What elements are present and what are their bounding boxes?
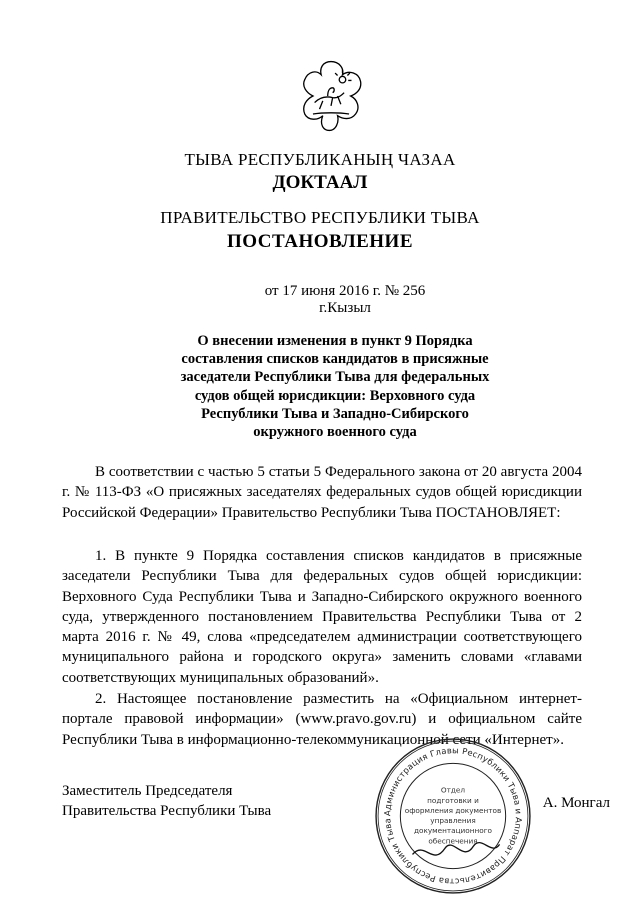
stamp-inner-line: Отдел bbox=[440, 785, 466, 795]
title-line: О внесении изменения в пункт 9 Порядка bbox=[197, 333, 473, 349]
paragraph-text: 2. Настоящее постановление разместить на «Официальном интернет-портале правовой информации» (www.pravo.gov.ru) и официальном сайте Республики Тыва в информационно-телекоммуникационной сети «Интернет». bbox=[62, 691, 582, 748]
paragraph-item-1 bbox=[62, 546, 582, 688]
header-tyva-government: ТЫВА РЕСПУБЛИКАНЫҢ ЧАЗАА bbox=[184, 150, 456, 169]
stamp-inner-line: обеспечения bbox=[428, 836, 478, 846]
signatory-name: А. Монгал bbox=[542, 795, 610, 811]
paragraph-text: 1. В пункте 9 Порядка составления списков кандидатов в присяжные заседатели Республики Тыва для федеральных судов общей юрисдикции: Верховного Суда Республики Тыва и Западно-Сибирского окружного военного суда, утвержденного постановлением Правительства Республики Тыва от 2 марта 2016 г. № 49, слова «председателем администрации соответствующего муниципального района и городского округа» заменить словами «главами соответствующих муниципальных образований». bbox=[62, 548, 582, 686]
position-line: Заместитель Председателя bbox=[62, 783, 233, 799]
stamp-inner-line: управления bbox=[430, 816, 476, 826]
header-doktaal: ДОКТААЛ bbox=[272, 172, 368, 193]
header-postanovlenie: ПОСТАНОВЛЕНИЕ bbox=[226, 231, 414, 252]
official-stamp bbox=[372, 735, 534, 897]
title-line: судов общей юрисдикции: Верховного суда bbox=[194, 387, 476, 404]
stamp-inner-line: подготовки и bbox=[427, 795, 479, 805]
title-line: окружного военного суда bbox=[253, 424, 417, 441]
document-title bbox=[160, 332, 510, 441]
stamp-inner-line: оформления документов bbox=[404, 805, 502, 815]
title-line: Республики Тыва и Западно-Сибирского bbox=[201, 405, 469, 422]
title-line: составления списков кандидатов в присяжные bbox=[181, 351, 489, 368]
title-line: заседатели Республики Тыва для федеральных bbox=[180, 369, 490, 386]
position-line: Правительства Республики Тыва bbox=[62, 803, 272, 820]
signatory-position bbox=[62, 781, 271, 822]
coat-of-arms-emblem bbox=[290, 55, 372, 137]
document-date: от 17 июня 2016 г. № 256 bbox=[264, 283, 426, 299]
header-government: ПРАВИТЕЛЬСТВО РЕСПУБЛИКИ ТЫВА bbox=[160, 208, 480, 227]
paragraph-text: В соответствии с частью 5 статьи 5 Федерального закона от 20 августа 2004 г. № 113-ФЗ «О присяжных заседателях федеральных судов общей юрисдикции Российской Федерации» Правительство Республики Тыва ПОСТАНОВЛЯЕТ: bbox=[62, 464, 582, 521]
document-city: г.Кызыл bbox=[319, 300, 371, 316]
paragraph-preamble bbox=[62, 462, 582, 523]
stamp-inner-line: документационного bbox=[413, 826, 493, 836]
stamp-ring-text: Администрация Главы Республики Тыва и Аппарат Правительства Республики Тыва bbox=[382, 745, 524, 887]
